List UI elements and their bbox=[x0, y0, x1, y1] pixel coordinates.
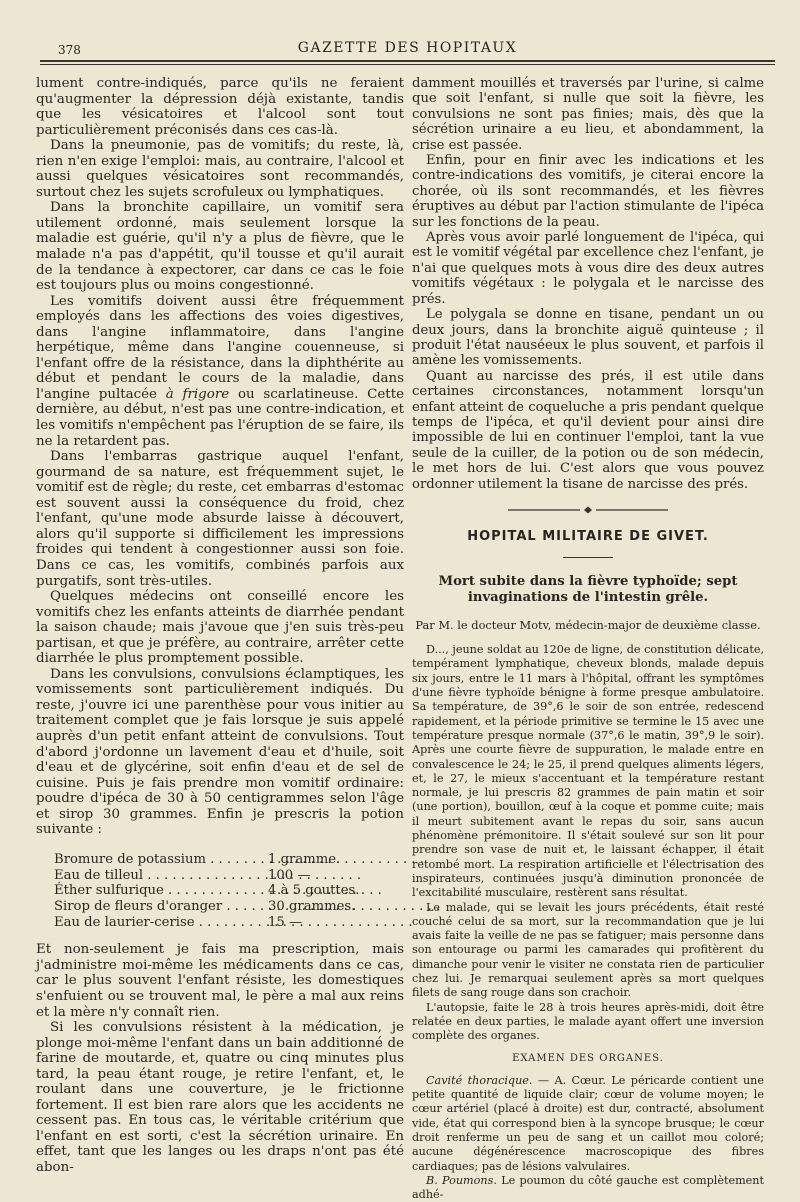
paragraph: Quant au narcisse des prés, il est utile dans certaines circonstances, notamment lorsqu'un enfant atteint de coqueluche a pris pendant quelque temps de l'ipéca, et qu'il devient pour ainsi dire impossible de lui en continuer l'emploi, tant la vue seule de la cuiller, de la potion ou de son médecin, le met hors de lui. C'est alors que vous pouvez ordonner utilement la tisane de narcisse des prés. bbox=[412, 368, 764, 492]
section-divider-ornament bbox=[412, 504, 764, 519]
prescription-row bbox=[54, 915, 404, 931]
paragraph: Dans les convulsions, convulsions éclamptiques, les vomissements sont particulièrement indiqués. Du reste, j'ouvre ici une parenthèse pour vous initier au traitement complet que je fais lorsque je suis appelé auprès d'un petit enfant atteint de convulsions. Tout d'abord j'ordonne un lavement d'eau et d'huile, soit d'eau et de glycérine, soit enfin d'eau et de sel de cuisine. Puis je fais prendre mon vomitif ordinaire: poudre d'ipéca de 30 à 50 centigrammes selon l'âge et sirop 30 grammes. Enfin je prescris la potion suivante : bbox=[36, 666, 404, 838]
page-number: 378 bbox=[58, 43, 81, 57]
prescription-row bbox=[54, 852, 404, 868]
ingredient-quantity: 15 — bbox=[268, 914, 303, 930]
ingredient-quantity: 30 grammes. bbox=[268, 898, 356, 914]
paragraph: Enfin, pour en finir avec les indications et les contre-indications des vomitifs, je citerai encore la chorée, où ils sont recommandés, et les fièvres éruptives au début par l'action stimulante de l'ipéca sur les fonctions de la peau. bbox=[412, 153, 764, 230]
paragraph: Dans la pneumonie, pas de vomitifs; du reste, là, rien n'en exige l'emploi: mais, au contraire, l'alcool et aussi quelques vésicatoires sont recommandés, surtout chez les sujets scrofuleux ou lymphatiques. bbox=[36, 138, 404, 200]
left-column bbox=[36, 76, 404, 1175]
header-rule-thin bbox=[40, 64, 775, 65]
section-heading: HOPITAL MILITAIRE DE GIVET. bbox=[467, 529, 709, 545]
prescription-row bbox=[54, 868, 404, 884]
ingredient-quantity: 100 — bbox=[268, 867, 311, 883]
paragraph: L'autopsie, faite le 28 à trois heures après-midi, doit être relatée en deux parties, le malade ayant offert une inversion complète des organes. bbox=[412, 1000, 764, 1043]
paragraph-text: — A. Cœur. Le péricarde contient une petite quantité de liquide clair; cœur de volume moyen; le cœur artériel (placé à droite) est dur, contracté, absolument vide, état qui correspond bien à la syncope brusque; le cœur droit renferme un peu de sang et un caillot mou coloré; aucune dégénérescence macroscopique des fibres cardiaques; pas de lésions valvulaires. bbox=[412, 1073, 764, 1173]
ingredient-quantity: 4 à 5 gouttes. bbox=[268, 883, 360, 899]
paragraph: Après vous avoir parlé longuement de l'ipéca, qui est le vomitif végétal par excellence chez l'enfant, je n'ai que quelques mots à vous dire des deux autres vomitifs végétaux : le polygala et le narcisse des prés. bbox=[412, 230, 764, 307]
article-title: Mort subite dans la fièvre typhoïde; sept invaginations de l'intestin grêle. bbox=[438, 573, 738, 605]
paragraph-text: Les vomitifs doivent aussi être fréquemment employés dans les affections des voies digestives, dans l'angine inflammatoire, dans l'angine herpétique, même dans l'angine couenneuse, si l'enfant offre de la résistance, dans la diphthérite au début et pendant le cours de la maladie, dans l'angine pultacée bbox=[36, 293, 404, 402]
paragraph-lungs bbox=[412, 1174, 764, 1202]
paragraph: Et non-seulement je fais ma prescription, mais j'administre moi-même les médicaments dans ce cas, car le plus souvent l'enfant résiste, les domestiques s'enfuient ou se trouvent mal, le père a mal aux reins et la mère n'y connaît rien. bbox=[36, 942, 404, 1020]
ornament-rule-icon bbox=[508, 506, 668, 514]
prescription-list bbox=[54, 852, 404, 931]
paragraph: damment mouillés et traversés par l'urine, si calme que soit l'enfant, si nulle que soit la fièvre, les convulsions ne sont pas finies; mais, dès que la sécrétion urinaire a eu lieu, et abondamment, la crise est passée. bbox=[412, 76, 764, 153]
exam-heading: EXAMEN DES ORGANES. bbox=[512, 1052, 664, 1064]
journal-title: GAZETTE DES HOPITAUX bbox=[297, 40, 518, 56]
prescription-row bbox=[54, 883, 404, 899]
italic-phrase: à frigore bbox=[165, 386, 230, 402]
article-author: Par M. le docteur Motv, médecin-major de deuxième classe. bbox=[415, 617, 761, 632]
paragraph: Le polygala se donne en tisane, pendant un ou deux jours, dans la bronchite aiguë quinteuse ; il produit l'état nauséeux le plus souvent, et parfois il amène les vomissements. bbox=[412, 307, 764, 369]
prescription-row bbox=[54, 899, 404, 915]
paragraph-angine bbox=[36, 294, 404, 449]
header-rule-thick bbox=[40, 60, 775, 62]
short-divider bbox=[563, 557, 613, 558]
paragraph: Dans la bronchite capillaire, un vomitif sera utilement ordonné, mais seulement lorsque la maladie est guérie, qu'il n'y a plus de fièvre, que le malade n'a pas d'appétit, qu'il tousse et qu'il aurait de la tendance à expectorer, car dans ce cas le foie est toujours plus ou moins congestionné. bbox=[36, 200, 404, 294]
ingredient-quantity: 1 gramme. bbox=[268, 851, 341, 867]
ingredient-name: Éther sulfurique . . . bbox=[54, 883, 264, 899]
paragraph: D..., jeune soldat au 120e de ligne, de constitution délicate, tempérament lymphatique, cheveux blonds, malade depuis six jours, entre le 11 mars à l'hôpital, offrant les symptômes d'une fièvre typhoïde bénigne à forme presque ambulatoire. Sa température, de 39°,6 le soir de son entrée, redescend rapidement, et la période primitive se termine le 15 avec une température presque normale (37°,6 le matin, 39°,9 le soir). Après une courte fièvre de suppuration, le malade entre en convalescence le 24; le 25, il prend quelques aliments légers, et, le 27, le mieux s'accentuant et la température restant normale, je lui prescris 82 grammes de pain matin et soir (une portion), bouillon, œuf à la coque et pomme cuite; mais il meurt subitement avant le repas du soir, sans aucun phénomène prémonitoire. Il s'était soulevé sur son lit pour prendre son vase de nuit et, le laissant échapper, il était retombé mort. La respiration artificielle et l'électrisation des inspirateurs, continuées jusqu'à diminution prononcée de l'excitabilité musculaire, restèrent sans résultat. bbox=[412, 643, 764, 900]
paragraph: Le malade, qui se levait les jours précédents, était resté couché celui de sa mort, sur la recommandation que je lui avais faite la veille de ne pas se fatiguer; mais personne dans son entourage ou parmi les camarades qui profitèrent du dimanche pour venir le visiter ne constata rien de particulier chez lui. Je remarquai seulement après sa mort quelques filets de sang rouge dans son crachoir. bbox=[412, 900, 764, 1000]
subsection-label: B. Poumons. bbox=[426, 1173, 497, 1187]
paragraph-thoracic bbox=[412, 1074, 764, 1174]
paragraph-text: Le poumon du côté gauche est complètement adhé- bbox=[412, 1173, 765, 1202]
paragraph: Si les convulsions résistent à la médication, je plonge moi-même l'enfant dans un bain additionné de farine de moutarde, et, quatre ou cinq minutes plus tard, la peau étant rouge, je retire l'enfant, et, le roulant dans une couverture, je le frictionne fortement. Il est bien rare alors que les accidents ne cessent pas. En tous cas, le véritable critérium que l'enfant en est sorti, c'est la sécrétion urinaire. En effet, tant que les langes ou les draps n'ont pas été abon- bbox=[36, 1020, 404, 1175]
subsection-label: Cavité thoracique. bbox=[426, 1073, 533, 1087]
ingredient-name: Eau de laurier-cerise . . . bbox=[54, 915, 264, 931]
ingredient-name: Sirop de fleurs d'oranger . . . bbox=[54, 899, 264, 915]
right-column bbox=[412, 76, 765, 1202]
case-report bbox=[412, 643, 764, 1202]
paragraph: Quelques médecins ont conseillé encore les vomitifs chez les enfants atteints de diarrhée pendant la saison chaude; mais j'avoue que j'en suis très-peu partisan, et que je préfère, au contraire, arrêter cette diarrhée le plus promptement possible. bbox=[36, 589, 404, 667]
ingredient-name: Bromure de potassium . . . bbox=[54, 852, 264, 868]
paragraph-text: ou scarlatineuse. Cette dernière, au début, n'est pas une contre-indication, et les vomitifs n'empêchent pas l'éruption de se faire, ils ne la retardent pas. bbox=[36, 386, 404, 449]
paragraph: lument contre-indiqués, parce qu'ils ne feraient qu'augmenter la dépression déjà existante, tandis que les vésicatoires et l'alcool sont tout particulièrement préconisés dans ces cas-là. bbox=[36, 76, 404, 138]
ingredient-name: Eau de tilleul . . . bbox=[54, 868, 264, 884]
page-header bbox=[40, 40, 775, 60]
paragraph: Dans l'embarras gastrique auquel l'enfant, gourmand de sa nature, est fréquemment sujet, le vomitif est de règle; du reste, cet embarras d'estomac est souvent aussi la conséquence du froid, chez l'enfant, qu'une mode absurde laisse à découvert, alors qu'il supporte si difficilement les impressions froides qui tendent à congestionner aussi son foie. Dans ce cas, les vomitifs, combinés parfois aux purgatifs, sont très-utiles. bbox=[36, 449, 404, 589]
